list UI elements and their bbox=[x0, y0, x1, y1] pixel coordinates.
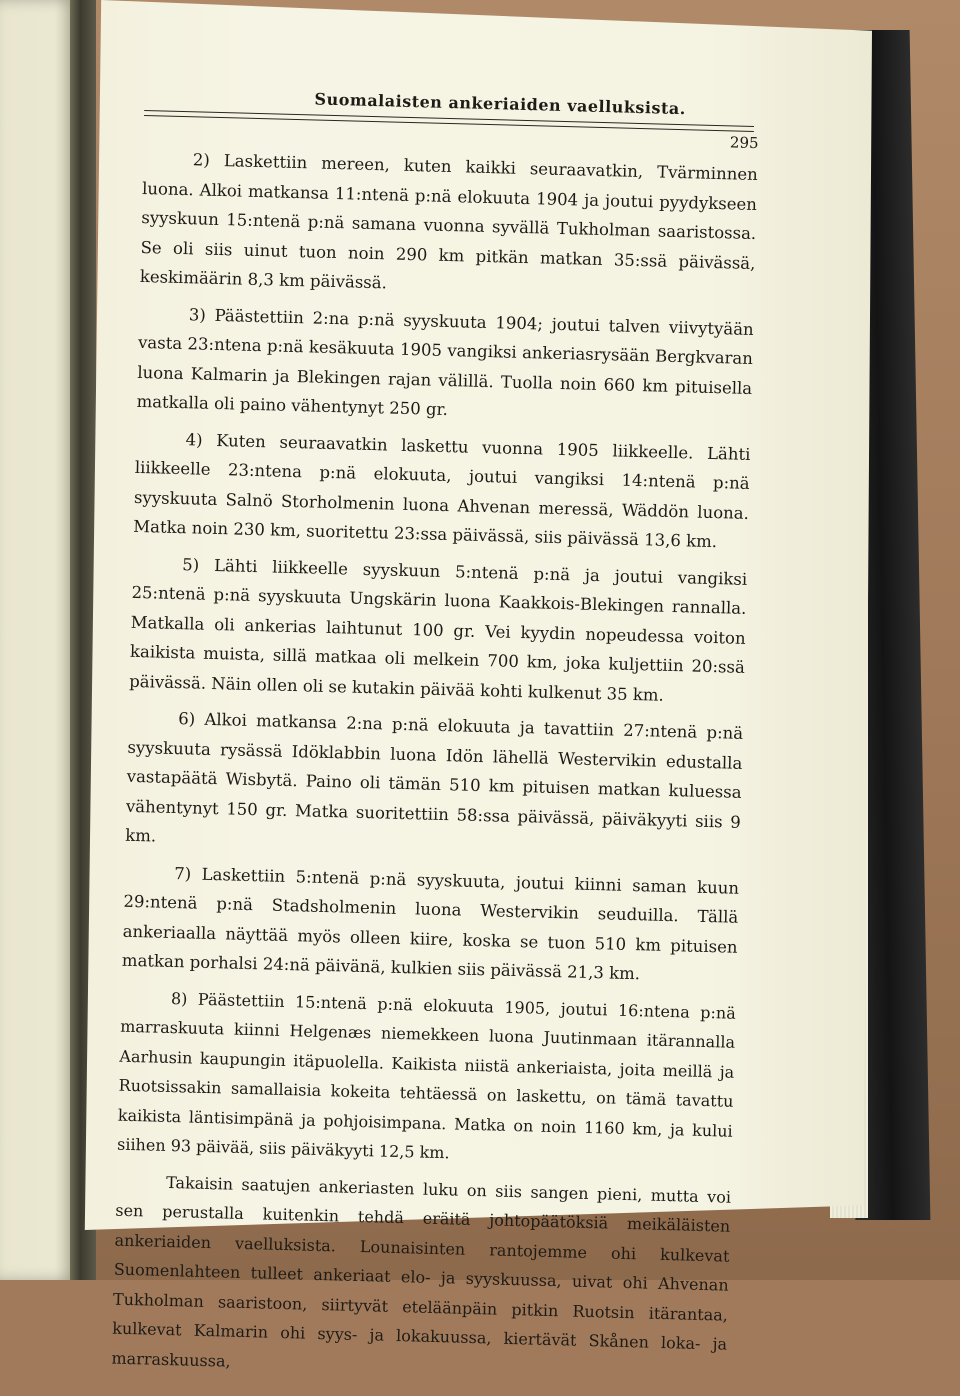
paragraph-conclusion: Takaisin saatujen ankeriasten luku on siis sangen pieni, mutta voi sen perustalla kuitenkin tehdä eräitä johtopäätöksiä meikäläisten ankeriaiden vaelluksista. Lounaisinten rantojemme ohi kulkevat Suomenlahteen tulleet ankeriaat elo- ja syyskuussa, uivat ohi Ahvenan Tukholman saaristoon, siirtyvät eteläänpäin pitkin Ruotsin itärantaa, kulkevat Kalmarin ohi syys- ja lokakuussa, kiertävät Skånen loka- ja marraskuussa, bbox=[111, 1172, 732, 1371]
paragraph-6: 6) Alkoi matkansa 2:na p:nä elokuuta ja tavattiin 27:ntenä p:nä syyskuuta rysässä Idöklabbin luona Idön lähellä Westervikin edustalla vastapäätä Wisbytä. Paino oli tämän 510 km pituisen matkan kuluessa vähentynyt 150 gr. Matka suoritettiin 58:ssa päivässä, päiväkyyti siis 9 km. bbox=[124, 709, 744, 846]
paragraph-8: 8) Päästettiin 15:ntenä p:nä elokuuta 1905, joutui 16:ntena p:nä marraskuuta kiinni Helgenæs niemekkeen luona Juutinmaan itärannalla Aarhusin kaupungin itäpuolella. Kaikista niistä ankeriaista, joita meillä ja Ruotsissakin samallaisia kokeita tehtäessä on laskettu, on tämä tavattu kaikista läntisimpänä ja pohjoisimpana. Matka on noin 1160 km, ja kului siihen 93 päivää, siis päiväkyyti 12,5 km. bbox=[116, 988, 737, 1163]
left-page-edge bbox=[0, 0, 78, 1280]
paragraph-7: 7) Laskettiin 5:ntenä p:nä syyskuuta, joutui kiinni saman kuun 29:ntenä p:nä Stadsholmenin luona Westervikin seuduilla. Tällä ankeriaalla näyttää myös olleen kiire, koska se tuon 510 km pituisen matkan porhalsi 24:nä päivänä, kulkien siis päivässä 21,3 km. bbox=[121, 863, 740, 984]
page-number: 295 bbox=[729, 133, 759, 153]
paragraph-3: 3) Päästettiin 2:na p:nä syyskuuta 1904; joutui talven viivytyään vasta 23:ntena p:nä kesäkuuta 1905 vangiksi ankeriasrysään Bergkvaran luona Kalmarin ja Blekingen rajan välillä. Tuolla noin 660 km pituisella matkalla oli paino vähentynyt 250 gr. bbox=[136, 304, 754, 420]
paragraph-4: 4) Kuten seuraavatkin laskettu vuonna 1905 liikkeelle. Lähti liikkeelle 23:ntena p:nä elokuuta, joutui vangiksi 14:ntenä p:nä syyskuuta Salnö Storholmenin luona Ahvenan meressä, Wäddön luona. Matka noin 230 km, suoritettu 23:ssa päivässä, siis päivässä 13,6 km. bbox=[133, 429, 751, 552]
paragraph-2: 2) Laskettiin mereen, kuten kaikki seuraavatkin, Tvärminnen luona. Alkoi matkansa 11:ntenä p:nä elokuuta 1904 ja joutui pyydykseen syyskuun 15:ntenä p:nä samana vuonna syvällä Tukholman saaristossa. Se oli siis uinut tuon noin 290 km pitkän matkan 35:ssä päivässä, keskimäärin 8,3 km päivässä. bbox=[139, 150, 758, 293]
page-content bbox=[111, 80, 760, 1396]
running-title: Suomalaisten ankeriaiden vaelluksista. bbox=[314, 89, 687, 119]
paragraph-5: 5) Lähti liikkeelle syyskuun 5:ntenä p:nä ja joutui vangiksi 25:ntenä p:nä syyskuuta Ungskärin luona Kaakkois-Blekingen rannalla. Matkalla oli ankerias laihtunut 100 gr. Vei kyydin nopeudessa voiton kaikista muista, sillä matkaa oli melkein 700 km, joka kuljettiin 20:ssä päivässä. Näin ollen oli se kutakin päivää kohti kulkenut 35 km. bbox=[129, 554, 748, 705]
body-text bbox=[111, 144, 758, 1389]
